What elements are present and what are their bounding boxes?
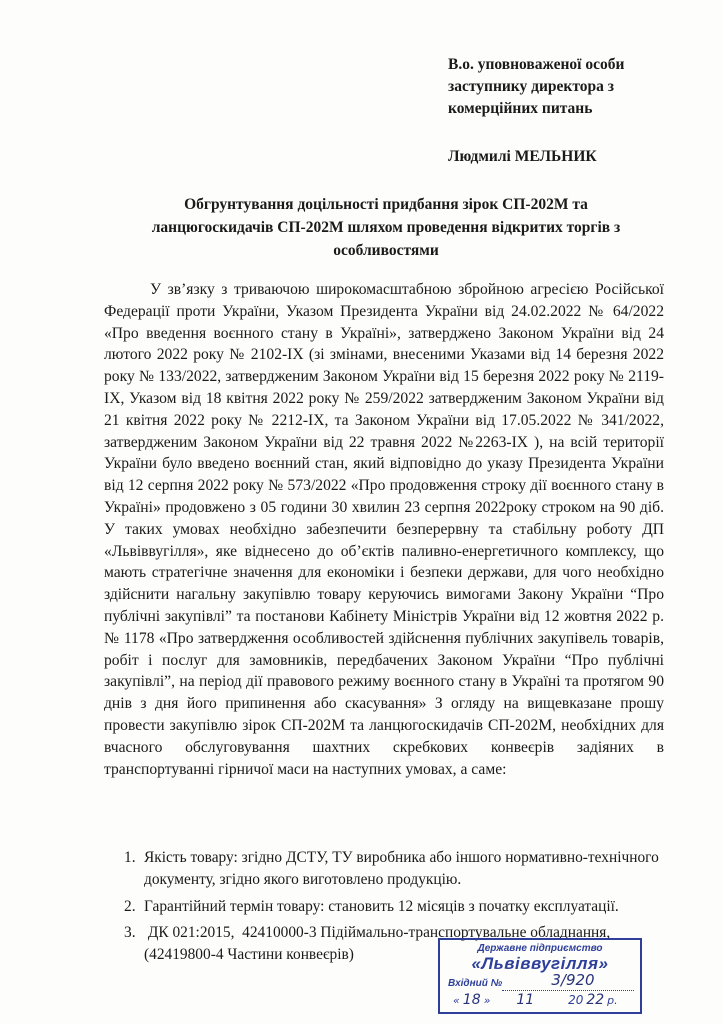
subject-line: ланцюгоскидачів СП-202М шляхом проведення відкритих торгів з [151,219,621,236]
stamp-org-name: «Львіввугілля» [471,954,609,973]
registration-stamp [438,938,642,1014]
stamp-day: 18 [462,992,481,1008]
list-item-text: ДК 021:2015, 42410000-3 Підіймально-транспортувальне обладнання, (42419800-4 Частини конвеєрів) [144,924,615,964]
list-item [104,896,674,918]
body-paragraph: У зв’язку з триваючою широкомасштабною збройною агресією Російської Федерації проти України, Указом Президента України від 24.02.2022 № 64/2022 «Про введення воєнного стану в Україні», затверджено Законом України від 24 лютого 2022 року № 2102-IX (зі змінами, внесеними Указами від 14 березня 2022 року № 133/2022, затвердженим Законом України від 15 березня 2022 року № 2119-IX, Указом від 18 квітня 2022 року № 259/2022 затвердженим Законом України від 21 квітня 2022 року № 2212-IX, та Законом України від 17.05.2022 № 341/2022, затвердженим Законом України від 22 травня 2022 №2263-IX ), на всій території України було введено воєнний стан, який відповідно до указу Президента України від 12 серпня 2022 року № 573/2022 «Про продовження строку дії воєнного стану в Україні» продовжено з 05 години 30 хвилин 23 серпня 2022року строком на 90 діб. У таких умовах необхідно забезпечити безперервну та стабільну роботу ДП «Львіввугілля», яке віднесено до об’єктів паливно-енергетичного комплексу, що мають стратегічне значення для економіки і безпеки держави, для чого необхідно здійснити нагальну закупівлю товару керуючись вимогами Закону України “Про публічні закупівлі” та постанови Кабінету Міністрів України від 12 жовтня 2022 р. № 1178 «Про затвердження особливостей здійснення публічних закупівель товарів, робіт і послуг для замовників, передбачених Законом України “Про публічні закупівлі”, на період дії правового режиму воєнного стану в Україні та протягом 90 днів з дня його припинення або скасування» З огляду на вищевказане прошу провести закупівлю зірок СП-202М та ланцюгоскидачів СП-202М, необхідних для вчасного обслуговування шахтних скребкових конвеєрів задіяних в транспортуванні гірничої маси на наступних умовах, а саме: [104,281,664,778]
subject-line: Обгрунтування доцільності придбання зірок СП-202М та [184,196,588,213]
list-item [104,847,674,891]
list-item-text: Гарантійний термін товару: становить 12 місяців з початку експлуатації. [144,897,619,915]
stamp-org-type: Державне підприємство [477,943,603,954]
list-item-number: 2. [124,897,136,915]
list-item-number: 3. [124,924,136,942]
stamp-year-prefix: 20 [568,993,584,1007]
addressee-line: заступнику директора з [448,78,614,95]
stamp-date: « 18 » 11 20 22 р. [453,992,618,1008]
subject-line: особливостями [333,242,439,259]
addressee-block [448,54,708,120]
stamp-incoming-underline [502,990,634,991]
addressee-line: В.о. уповноваженої особи [448,56,625,73]
stamp-incoming-number: 3/920 [551,971,595,989]
list-item-number: 1. [124,849,136,866]
document-subject [110,193,662,262]
list-item-text: Якість товару: згідно ДСТУ, ТУ виробника або іншого нормативно-технічного документу, згідно якого виготовлено продукцію. [144,849,659,888]
stamp-year-end: р. [607,994,618,1007]
addressee-name: Людмилі МЕЛЬНИК [448,148,597,165]
addressee-line: комерційних питань [448,100,593,117]
stamp-incoming-label: Вхідний № [448,978,503,989]
stamp-year-suffix: 22 [586,992,605,1008]
stamp-month: 11 [516,992,535,1008]
